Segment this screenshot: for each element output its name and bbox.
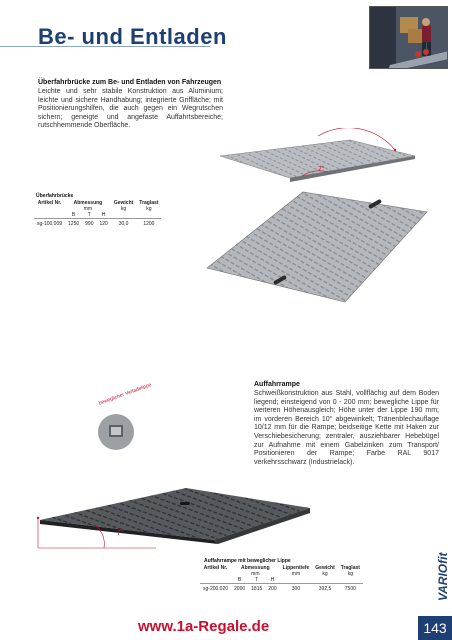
table1-unit-load: kg xyxy=(146,206,152,212)
table1-cell-article: sg-100.009 xyxy=(34,219,65,228)
table1-sub-b: B xyxy=(71,212,76,218)
bridge-angle-label: 7° xyxy=(318,166,325,173)
ramp-angle-label: 7° xyxy=(117,530,124,537)
table2-cell-load: 7500 xyxy=(338,584,363,593)
table2-sub-t: T xyxy=(255,577,259,583)
section2-title: Auffahrrampe xyxy=(254,381,300,388)
table1-sub-t: T xyxy=(87,212,91,218)
table1-col-load: Traglast xyxy=(139,200,159,206)
table1-cell-t: 990 xyxy=(82,219,96,228)
ramp-image xyxy=(36,470,316,550)
table2-col-lip-depth: Lippentiefe xyxy=(282,565,310,571)
table2-unit-weight: kg xyxy=(322,571,328,577)
section2-description: Schweißkonstruktion aus Stahl, vollflächig auf dem Boden liegend; einsteigend von 0 - 200 mm; bewegliche Lippe für weiteren Höhenausgleich; Höhe unter der Lippe 190 mm; im vorderen Bereich 10° abgewinkelt; Tränenblechauflage 10/12 mm für die Rampe; beidseitige Kette mit Haken zur Verschiebesicherung; zentraler, ausziehbarer Hebebügel zur Aufnahme mit einem Gabelzinken zum Transport/ Positionieren der Rampe; Farbe RAL 9017 verkehrsschwarz (Industrielack). xyxy=(254,390,439,466)
bridge-spec-table xyxy=(34,200,161,227)
table2-unit-dim: mm xyxy=(251,571,260,577)
page-number: 143 xyxy=(418,616,452,640)
table1-cell-h: 120 xyxy=(97,219,111,228)
table2-col-weight: Gewicht xyxy=(315,565,335,571)
table1-cell-weight: 30,0 xyxy=(111,219,136,228)
table-row xyxy=(34,219,161,228)
table2-cell-t: 1815 xyxy=(248,584,265,593)
table2-cell-lip: 300 xyxy=(280,584,313,593)
tread-plate-image xyxy=(195,190,435,305)
table1-unit-dim: mm xyxy=(83,206,93,212)
section1-description: Leichte und sehr stabile Konstruktion aus Aluminium; leichte und sichere Handhabung; integrierte Griffläche; mit Positionierungshilfen, die auch gegen ein Wegrutschen sichern; geneigte und angefaste Auffahrtsbereiche; rutschhemmende Oberfläche. xyxy=(38,88,223,130)
table1-title: Überfahrbrücke xyxy=(36,193,74,199)
table1-cell-b: 1250 xyxy=(65,219,82,228)
table1-col-dimensions: Abmessung xyxy=(73,200,103,206)
bridge-angle-arc xyxy=(300,166,330,180)
table1-unit-weight: kg xyxy=(120,206,127,212)
brand-text: VARIOfit xyxy=(436,552,450,601)
footer-website-link[interactable]: www.1a-Regale.de xyxy=(138,618,270,635)
table1-col-article: Artikel Nr. xyxy=(37,200,62,206)
lip-detail-label: beweglicher Verladelippe xyxy=(98,381,153,407)
loading-photo xyxy=(369,6,448,69)
table1-col-weight: Gewicht xyxy=(113,200,134,206)
table2-sub-h: H xyxy=(270,577,275,583)
table2-col-article: Artikel Nr. xyxy=(203,565,228,571)
ramp-spec-table xyxy=(200,565,363,592)
table2-unit-lip: mm xyxy=(291,571,301,577)
table2-unit-load: kg xyxy=(347,571,353,577)
table2-cell-article: sg-200.020 xyxy=(200,584,231,593)
table1-sub-h: H xyxy=(101,212,106,218)
brand-logo xyxy=(434,545,450,601)
lip-detail-image xyxy=(86,400,146,460)
table2-cell-h: 200 xyxy=(265,584,279,593)
table2-title: Auffahrrampe mit beweglicher Lippe xyxy=(204,558,291,564)
table2-col-dimensions: Abmessung xyxy=(241,565,270,571)
table2-cell-b: 2000 xyxy=(231,584,248,593)
table2-cell-weight: 392,5 xyxy=(312,584,337,593)
table1-cell-load: 1200 xyxy=(136,219,161,228)
section1-title: Überfahrbrücke zum Be- und Entladen von Fahrzeugen xyxy=(38,79,222,86)
table2-col-load: Traglast xyxy=(340,565,360,571)
table-row xyxy=(200,584,363,593)
table2-sub-b: B xyxy=(237,577,242,583)
page-title: Be- und Entladen xyxy=(38,24,227,49)
